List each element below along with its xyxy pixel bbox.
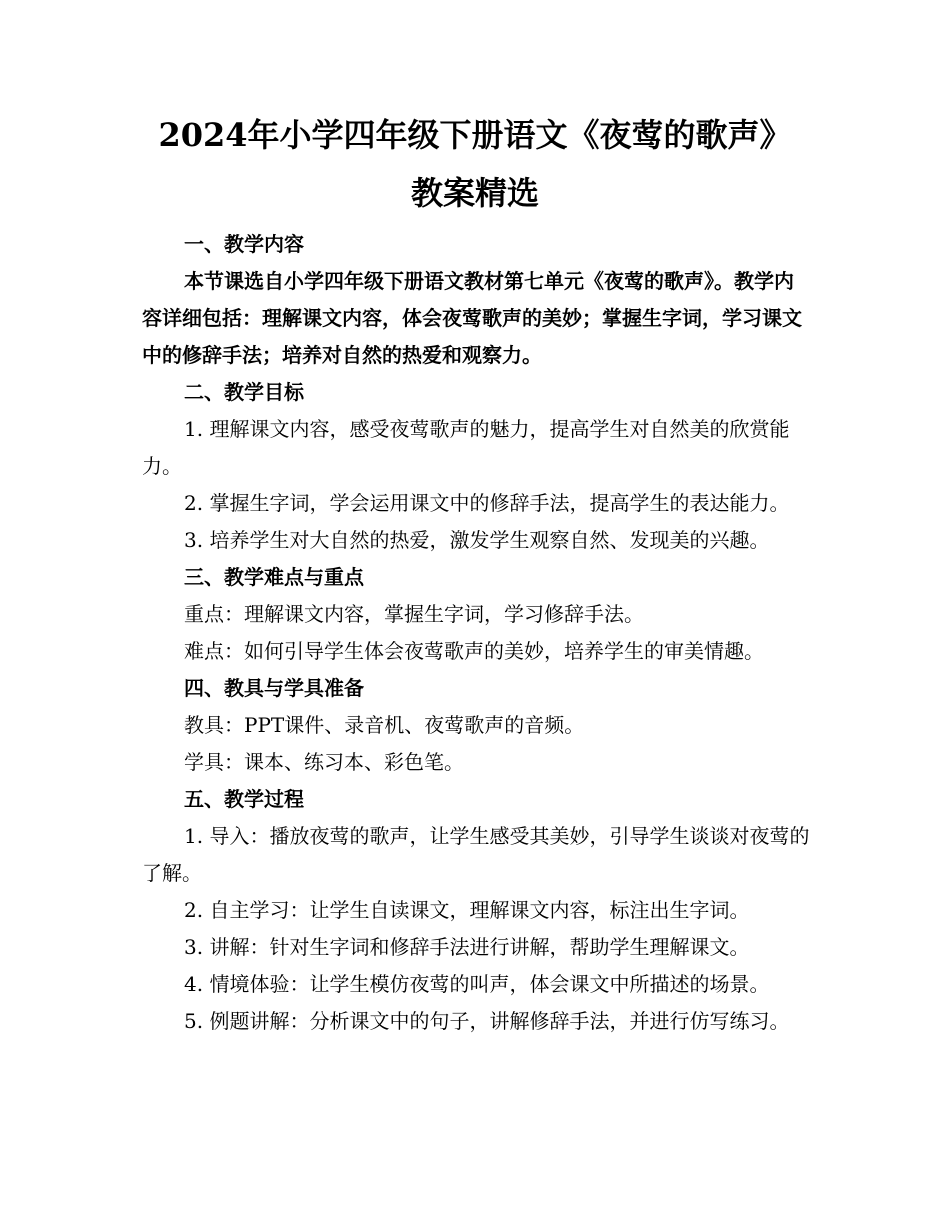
process-step-1: 1. 导入：播放夜莺的歌声，让学生感受其美妙，引导学生谈谈对夜莺的了解。 <box>142 824 810 885</box>
document-title-line-2: 教案精选 <box>410 174 539 212</box>
goal-item-1: 1. 理解课文内容，感受夜莺歌声的魅力，提高学生对自然美的欣赏能力。 <box>142 417 790 478</box>
section-heading-goals: 二、教学目标 <box>184 380 304 404</box>
teacher-tools-paragraph: 教具：PPT课件、录音机、夜莺歌声的音频。 <box>184 713 585 737</box>
process-step-2: 2. 自主学习：让学生自读课文，理解课文内容，标注出生字词。 <box>184 898 750 922</box>
process-step-5: 5. 例题讲解：分析课文中的句子，讲解修辞手法，并进行仿写练习。 <box>184 1009 790 1033</box>
document-title-line-1: 2024年小学四年级下册语文《夜莺的歌声》 <box>158 116 792 154</box>
document-body <box>142 226 812 1040</box>
section-heading-process: 五、教学过程 <box>184 787 304 811</box>
process-step-4: 4. 情境体验：让学生模仿夜莺的叫声，体会课文中所描述的场景。 <box>184 972 770 996</box>
goal-item-2: 2. 掌握生字词，学会运用课文中的修辞手法，提高学生的表达能力。 <box>184 491 790 515</box>
section-heading-tools: 四、教具与学具准备 <box>184 676 364 700</box>
section-heading-content: 一、教学内容 <box>184 232 304 256</box>
key-point-paragraph: 重点：理解课文内容，掌握生字词，学习修辞手法。 <box>184 602 644 626</box>
goal-item-3: 3. 培养学生对大自然的热爱，激发学生观察自然、发现美的兴趣。 <box>184 528 770 552</box>
student-tools-paragraph: 学具：课本、练习本、彩色笔。 <box>184 750 464 774</box>
process-step-3: 3. 讲解：针对生字词和修辞手法进行讲解，帮助学生理解课文。 <box>184 935 750 959</box>
content-paragraph: 本节课选自小学四年级下册语文教材第七单元《夜莺的歌声》。教学内容详细包括：理解课文内容，体会夜莺歌声的美妙；掌握生字词，学习课文中的修辞手法；培养对自然的热爱和观察力。 <box>142 269 802 367</box>
section-heading-difficulties: 三、教学难点与重点 <box>184 565 364 589</box>
difficulty-paragraph: 难点：如何引导学生体会夜莺歌声的美妙，培养学生的审美情趣。 <box>184 639 764 663</box>
